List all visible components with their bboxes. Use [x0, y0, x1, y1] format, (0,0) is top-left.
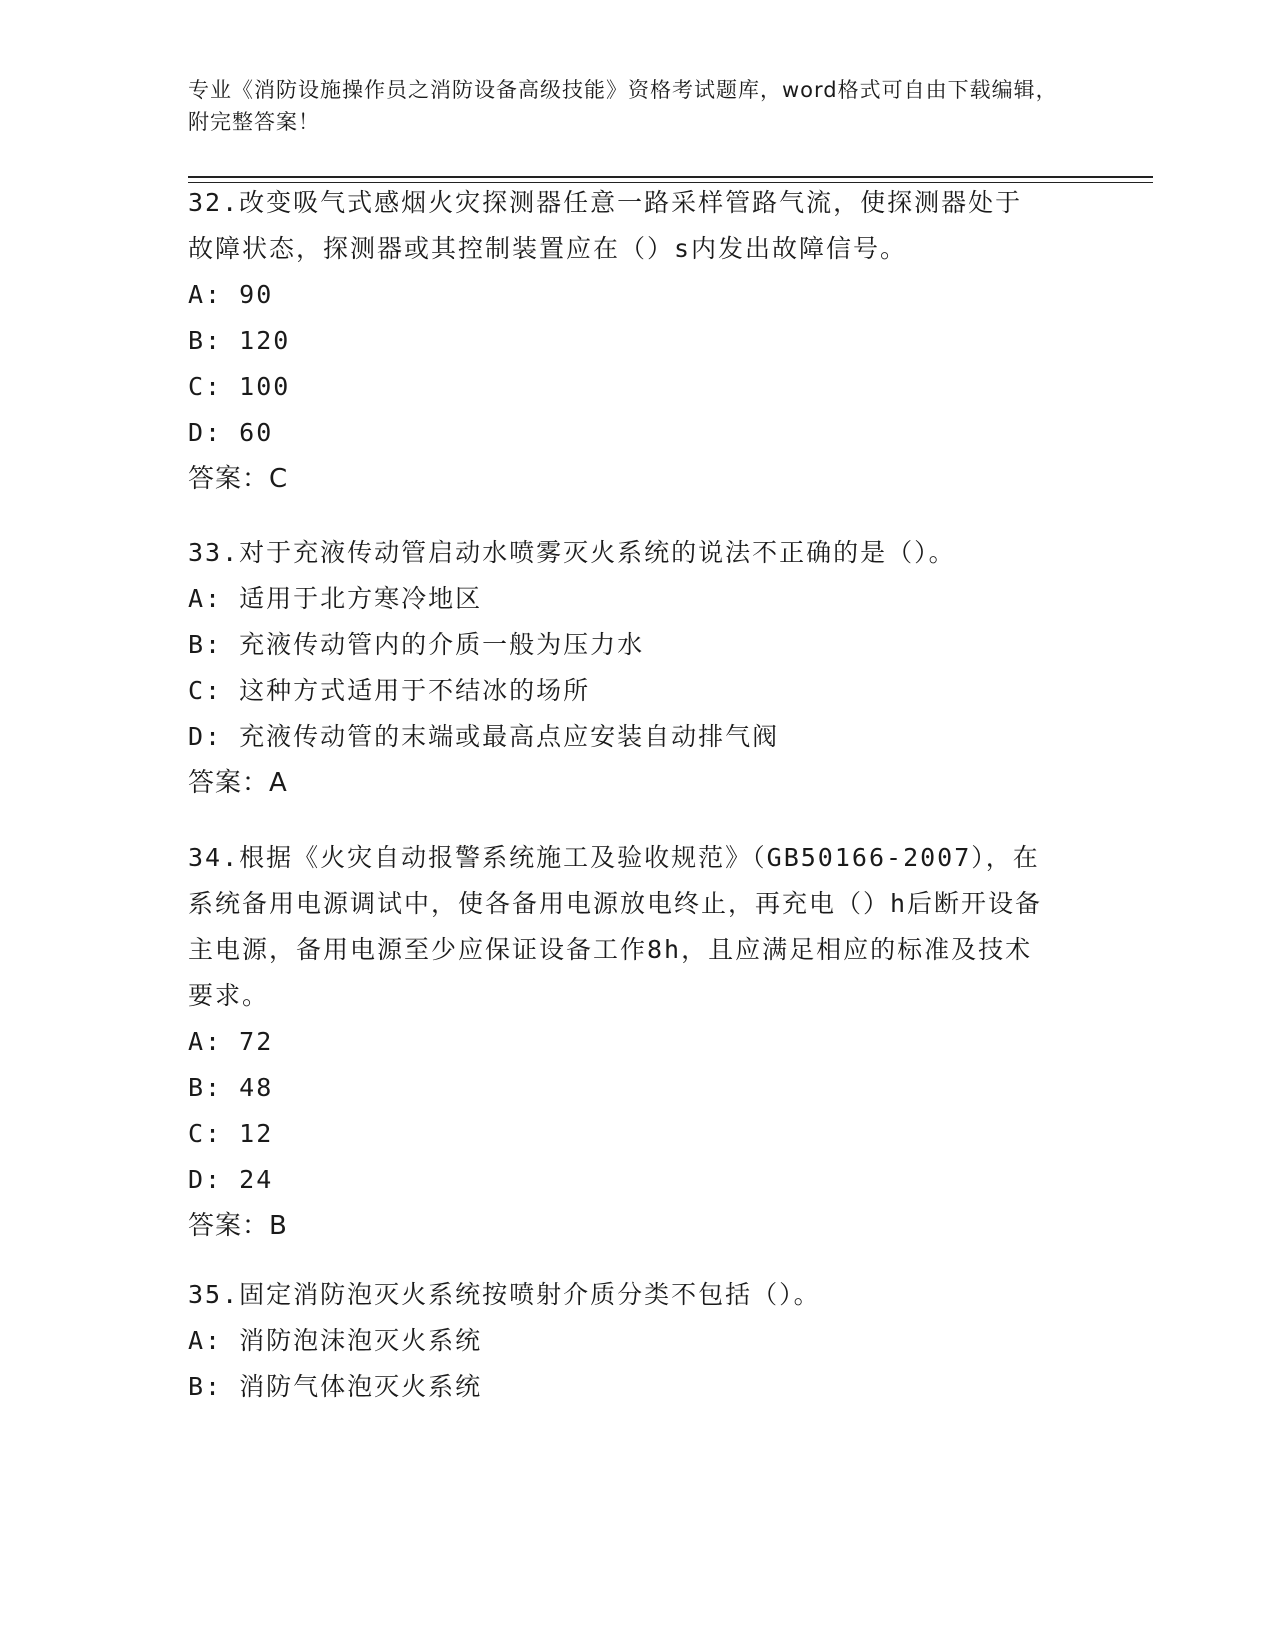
option-a: A: 72 — [188, 1027, 274, 1056]
answer-label: 答案：A — [188, 768, 288, 798]
option-d: D: 24 — [188, 1165, 274, 1194]
option-a: A: 适用于北方寒冷地区 — [188, 584, 483, 613]
option-d: D: 充液传动管的末端或最高点应安装自动排气阀 — [188, 722, 780, 751]
question-34 — [188, 835, 1088, 1249]
option-c: C: 这种方式适用于不结冰的场所 — [188, 676, 591, 705]
answer-label: 答案：C — [188, 464, 289, 494]
option-c: C: 12 — [188, 1119, 274, 1148]
option-a: A: 90 — [188, 280, 274, 309]
option-a: A: 消防泡沫泡灭火系统 — [188, 1326, 483, 1355]
question-stem: 34.根据《火灾自动报警系统施工及验收规范》（GB50166-2007），在系统备用电源调试中，使各备用电源放电终止，再充电（）h后断开设备主电源，备用电源至少应保证设备工作8h，且应满足相应的标准及技术要求。 — [188, 843, 1043, 1010]
option-b: B: 充液传动管内的介质一般为压力水 — [188, 630, 645, 659]
answer-label: 答案：B — [188, 1211, 288, 1241]
option-b: B: 120 — [188, 326, 291, 355]
header-rule-thick — [188, 176, 1153, 178]
option-b: B: 消防气体泡灭火系统 — [188, 1372, 483, 1401]
option-d: D: 60 — [188, 418, 274, 447]
question-35 — [188, 1272, 1088, 1410]
option-b: B: 48 — [188, 1073, 274, 1102]
option-c: C: 100 — [188, 372, 291, 401]
question-32 — [188, 180, 1088, 502]
document-header: 专业《消防设施操作员之消防设备高级技能》资格考试题库，word格式可自由下载编辑，附完整答案！ — [188, 78, 1058, 134]
question-stem: 35.固定消防泡灭火系统按喷射介质分类不包括（）。 — [188, 1280, 821, 1309]
question-33 — [188, 530, 1088, 806]
question-stem: 32.改变吸气式感烟火灾探测器任意一路采样管路气流，使探测器处于故障状态，探测器或其控制装置应在（）s内发出故障信号。 — [188, 188, 1023, 263]
question-stem: 33.对于充液传动管启动水喷雾灭火系统的说法不正确的是（）。 — [188, 538, 956, 567]
